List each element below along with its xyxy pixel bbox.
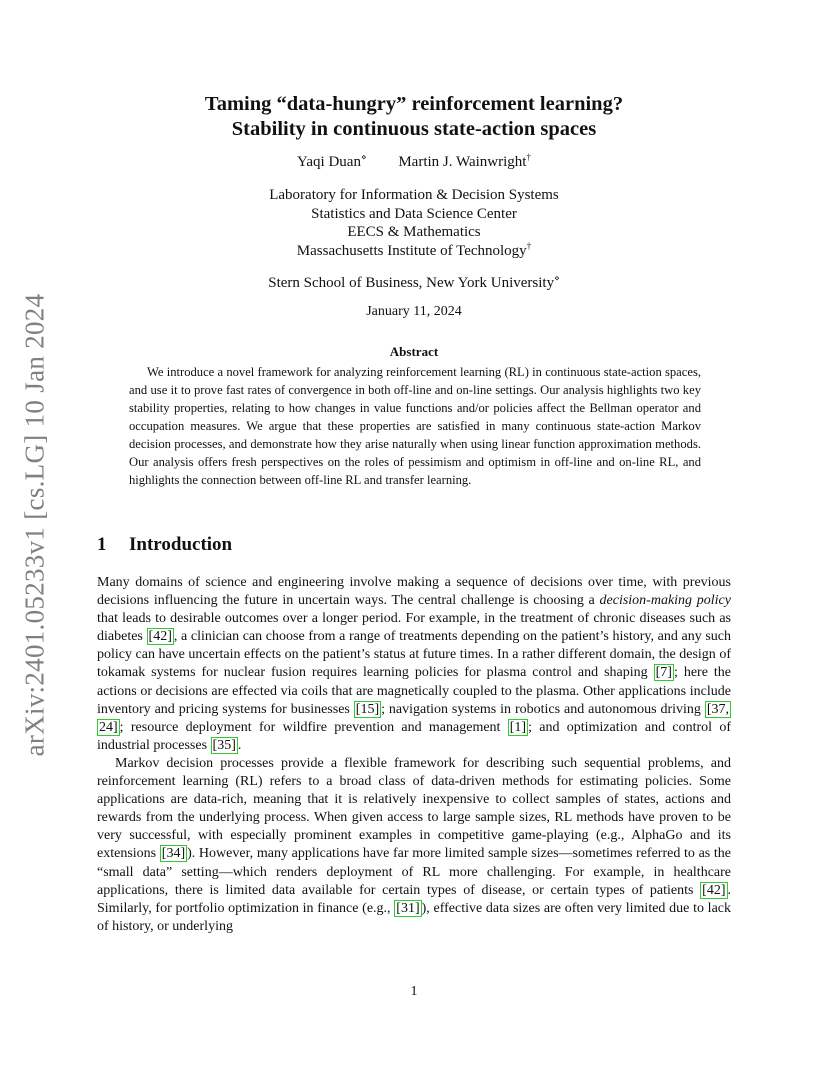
citation-link[interactable]: [7] (655, 665, 672, 681)
citation-link[interactable]: [1] (509, 719, 527, 735)
affiliation-mark: † (526, 240, 532, 251)
paragraph-2 (97, 755, 731, 936)
author-name: Martin J. Wainwright (398, 154, 527, 170)
paper-title (0, 92, 828, 142)
affiliation-stern-text: Stern School of Business, New York University (268, 275, 555, 291)
citation-link[interactable]: [31] (396, 900, 420, 916)
text-run: Many domains of science and engineering involve making a sequence of decisions over time, with previous decisions influencing the future in uncertain ways. The central challenge is choosing a (97, 575, 731, 609)
text-run: ; here the actions or decisions are effected via coils that are magnetically coupled to the plasma. Other applications include inventory and pricing systems for businesses (97, 665, 731, 717)
affiliation-stern (0, 275, 828, 292)
affiliation-line-3: EECS & Mathematics (347, 224, 481, 240)
author-mark: † (526, 152, 531, 162)
text-run: . (237, 737, 242, 753)
paper-date: January 11, 2024 (366, 304, 462, 319)
affiliation-line-2: Statistics and Data Science Center (311, 205, 517, 222)
author-name: Yaqi Duan (297, 154, 361, 170)
text-run: ; resource deployment for wildfire prevention and management (119, 719, 508, 735)
author-mark: ⋄ (360, 152, 367, 162)
citation-link[interactable]: [42] (702, 882, 726, 898)
title-line-2: Stability in continuous state-action spaces (231, 118, 597, 140)
citation-link[interactable]: [42] (148, 629, 172, 645)
citation-link[interactable]: [37, (706, 701, 729, 717)
text-run: Markov decision processes provide a flexible framework for describing such sequential problems, and reinforcement learning (RL) refers to a broad class of data-driven methods for estimating policies. Some applications are data-rich, meaning that it is relatively inexpensive to collect samples of states, actions and rewards from the underlying process. When given access to large sample sizes, RL methods have proven to be very successful, with especially prominent examples in competitive game-playing (e.g., AlphaGo and its extensions (97, 755, 731, 862)
title-line-1: Taming “data-hungry” reinforcement learning? (204, 93, 624, 115)
body-text (97, 574, 731, 936)
author-list (0, 154, 828, 171)
text-run: . Similarly, for portfolio optimization in finance (e.g., (97, 882, 731, 916)
text-run: , a clinician can choose from a range of treatments depending on the patient’s history, and any such policy can have uncertain effects on the patient’s status at future times. In a rather different domain, the design of tokamak systems for nuclear fusion requires learning policies for plasma control and shaping (97, 629, 732, 681)
section-heading (97, 534, 232, 556)
text-run: ). However, many applications have far more limited sample sizes—sometimes referred to as the “small data” setting—which renders deployment of RL more challenging. For example, in healthcare applications, there is limited data available for certain types of disease, or certain types of patients (97, 846, 731, 898)
affiliation-mit: Massachusetts Institute of Technology (296, 242, 527, 259)
abstract-heading: Abstract (389, 344, 439, 359)
text-run: ; and optimization and control of industrial processes (97, 719, 731, 753)
author-duan (297, 154, 367, 171)
abstract-text: We introduce a novel framework for analyzing reinforcement learning (RL) in continuous state-action spaces, and use it to prove fast rates of convergence in both off-line and on-line settings. Our analysis highlights two key stability properties, relating to how changes in value functions and/or policies affect the Bellman operator and occupation measures. We argue that these properties are satisfied in many continuous state-action Markov decision processes, and demonstrate how they arise naturally when using linear function approximation methods. Our analysis offers fresh perspectives on the roles of pessimism and optimism in off-line and on-line RL, and highlights the connection between off-line RL and transfer learning. (129, 365, 701, 487)
text-run: that leads to desirable outcomes over a longer period. For example, in the treatment of chronic diseases such as diabetes (97, 611, 731, 645)
author-wainwright (398, 154, 531, 171)
affiliation-line-1: Laboratory for Information & Decision Systems (269, 187, 559, 203)
section-number: 1 (97, 534, 107, 555)
citation-link[interactable]: 24] (99, 719, 118, 735)
text-run: ; navigation systems in robotics and autonomous driving (381, 701, 705, 717)
citation-link[interactable]: [15] (355, 701, 380, 717)
section-title: Introduction (129, 534, 233, 555)
page-number: 1 (410, 984, 418, 999)
text-run: ), effective data sizes are often very limited due to lack of history, or underlying (97, 900, 732, 934)
paragraph-1 (97, 574, 731, 755)
citation-link[interactable]: [34] (161, 846, 186, 862)
emphasis: decision-making policy (599, 593, 731, 609)
arxiv-identifier: arXiv:2401.05233v1 [cs.LG] 10 Jan 2024 (19, 293, 50, 757)
citation-link[interactable]: [35] (212, 737, 236, 753)
affiliation-mark: ⋄ (554, 273, 560, 283)
affiliation-line-4 (0, 242, 828, 261)
affiliation-block (0, 186, 828, 260)
